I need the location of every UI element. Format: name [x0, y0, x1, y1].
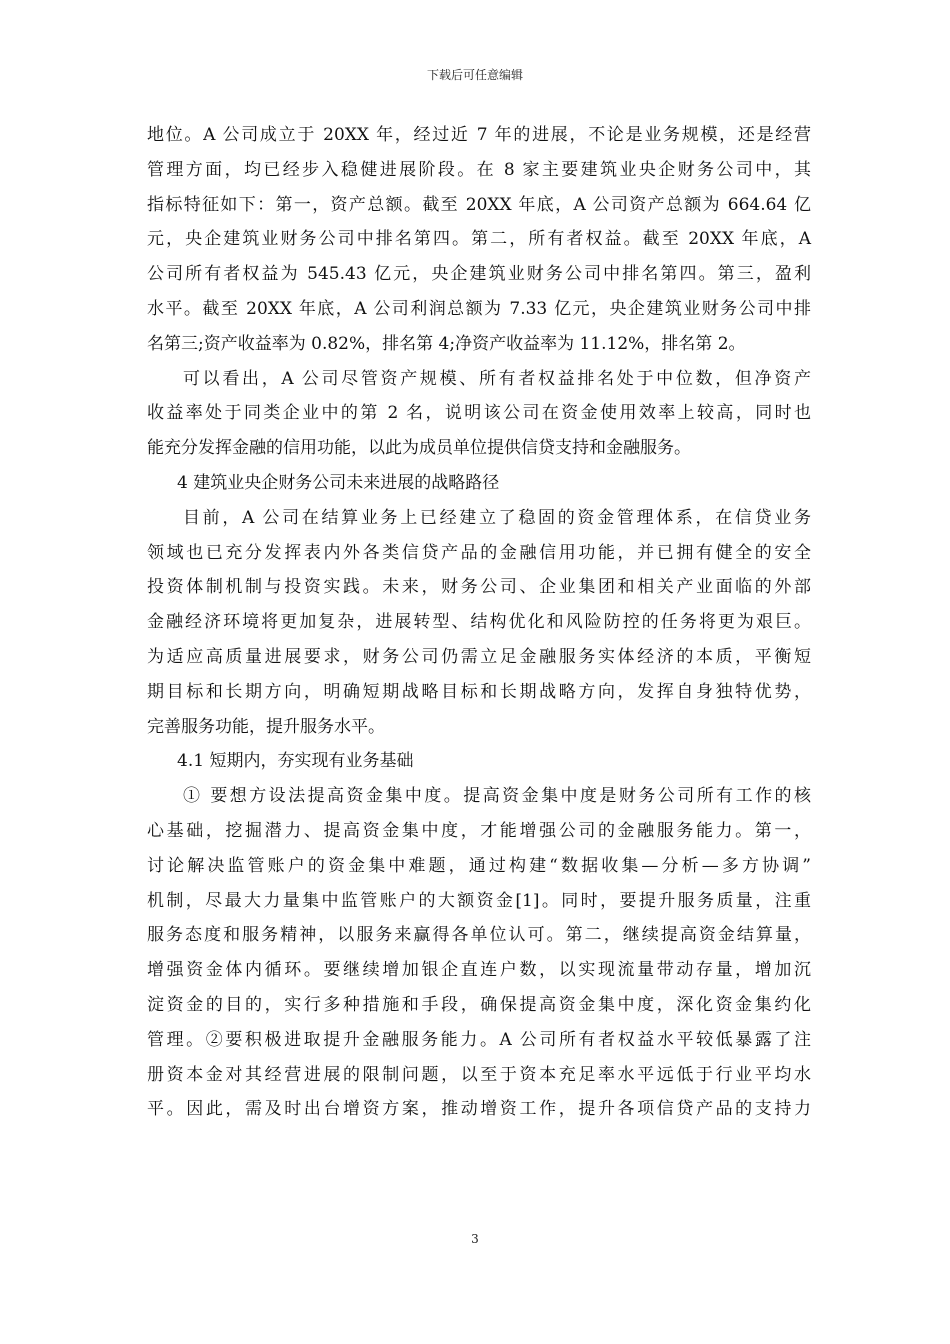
paragraph-line: 淀资金的目的，实行多种措施和手段，确保提高资金集中度，深化资金集约化 — [147, 994, 811, 1015]
paragraph-line: 心基础，挖掘潜力、提高资金集中度，才能增强公司的金融服务能力。第一， — [147, 820, 811, 841]
paragraph-line: 地位。A 公司成立于 20XX 年，经过近 7 年的进展，不论是业务规模，还是经营 — [147, 125, 811, 145]
paragraph-line: 服务态度和服务精神，以服务来赢得各单位认可。第二，继续提高资金结算量， — [147, 925, 811, 946]
paragraph-line: 可以看出，A 公司尽管资产规模、所有者权益排名处于中位数，但净资产 — [183, 368, 811, 389]
section-heading: 4 建筑业央企财务公司未来进展的战略路径 — [177, 472, 500, 493]
paragraph-line: 平。因此，需及时出台增资方案，推动增资工作，提升各项信贷产品的支持力 — [147, 1099, 811, 1120]
paragraph-line: 能充分发挥金融的信用功能，以此为成员单位提供信贷支持和金融服务。 — [147, 438, 691, 459]
page-number: 3 — [471, 1232, 479, 1246]
page-header: 下载后可任意编辑 — [426, 68, 523, 82]
paragraph-line: 增强资金体内循环。要继续增加银企直连户数，以实现流量带动存量，增加沉 — [147, 960, 811, 981]
subsection-heading: 4.1 短期内，夯实现有业务基础 — [177, 751, 414, 772]
paragraph-line: 水平。截至 20XX 年底，A 公司利润总额为 7.33 亿元，央企建筑业财务公司中排 — [147, 298, 811, 319]
paragraph-line: 名第三;资产收益率为 0.82%，排名第 4;净资产收益率为 11.12%，排名第 2。 — [147, 333, 746, 354]
paragraph-line: 元，央企建筑业财务公司中排名第四。第二，所有者权益。截至 20XX 年底，A — [147, 229, 811, 250]
paragraph-line: 目前，A 公司在结算业务上已经建立了稳固的资金管理体系，在信贷业务 — [183, 507, 811, 528]
paragraph-line: 领域也已充分发挥表内外各类信贷产品的金融信用功能，并已拥有健全的安全 — [147, 542, 811, 563]
paragraph-line: 指标特征如下：第一，资产总额。截至 20XX 年底，A 公司资产总额为 664.64 亿 — [147, 194, 811, 215]
paragraph-line: 机制，尽最大力量集中监管账户的大额资金[1]。同时，要提升服务质量，注重 — [147, 890, 811, 911]
paragraph-line: 完善服务功能，提升服务水平。 — [147, 716, 385, 737]
paragraph-line: 管理方面，均已经步入稳健进展阶段。在 8 家主要建筑业央企财务公司中，其 — [147, 159, 811, 180]
paragraph-line: 管理。②要积极进取提升金融服务能力。A 公司所有者权益水平较低暴露了注 — [147, 1029, 811, 1050]
paragraph-line: ① 要想方设法提高资金集中度。提高资金集中度是财务公司所有工作的核 — [183, 786, 811, 807]
document-body — [147, 118, 811, 1127]
paragraph-line: 期目标和长期方向，明确短期战略目标和长期战略方向，发挥自身独特优势， — [147, 681, 811, 702]
paragraph-line: 为适应高质量进展要求，财务公司仍需立足金融服务实体经济的本质，平衡短 — [147, 646, 811, 667]
paragraph-line: 金融经济环境将更加复杂，进展转型、结构优化和风险防控的任务将更为艰巨。 — [147, 612, 811, 633]
paragraph-line: 公司所有者权益为 545.43 亿元，央企建筑业财务公司中排名第四。第三，盈利 — [147, 264, 811, 285]
paragraph-line: 册资本金对其经营进展的限制问题，以至于资本充足率水平远低于行业平均水 — [147, 1064, 811, 1085]
paragraph-line: 投资体制机制与投资实践。未来，财务公司、企业集团和相关产业面临的外部 — [147, 577, 811, 598]
paragraph-line: 讨论解决监管账户的资金集中难题，通过构建“数据收集—分析—多方协调” — [147, 855, 811, 876]
paragraph-line: 收益率处于同类企业中的第 2 名，说明该公司在资金使用效率上较高，同时也 — [147, 403, 811, 424]
